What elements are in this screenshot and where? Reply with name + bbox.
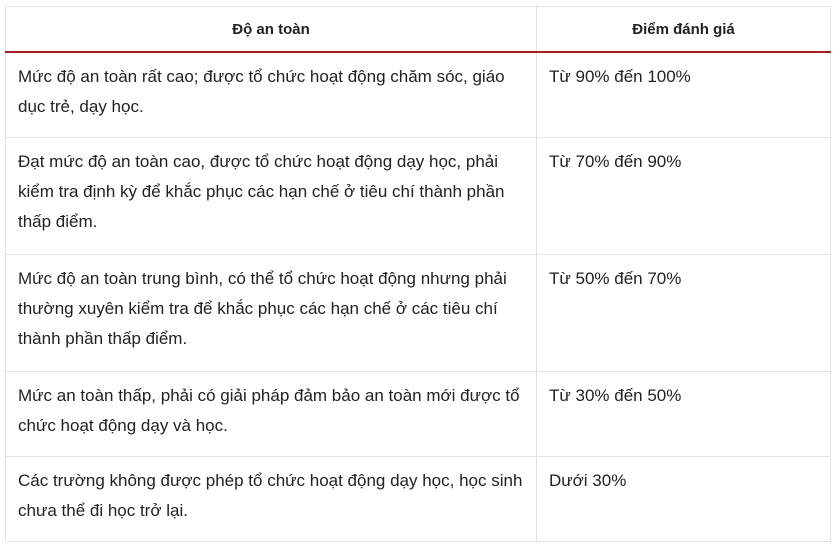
table-row (6, 372, 831, 457)
table-row (6, 457, 831, 542)
table-body (6, 52, 831, 542)
score-cell: Từ 70% đến 90% (537, 138, 831, 255)
safety-rating-table-container (5, 6, 830, 542)
table-row (6, 255, 831, 372)
safety-description-cell: Các trường không được phép tổ chức hoạt động dạy học, học sinh chưa thể đi học trở lại. (6, 457, 537, 542)
score-cell: Từ 30% đến 50% (537, 372, 831, 457)
table-header (6, 7, 831, 53)
header-score: Điểm đánh giá (537, 7, 831, 53)
table-row (6, 52, 831, 138)
header-row (6, 7, 831, 53)
score-cell: Dưới 30% (537, 457, 831, 542)
safety-rating-table (5, 6, 831, 542)
score-cell: Từ 90% đến 100% (537, 52, 831, 138)
safety-description-cell: Đạt mức độ an toàn cao, được tổ chức hoạt động dạy học, phải kiểm tra định kỳ để khắc phục các hạn chế ở tiêu chí thành phần thấp điểm. (6, 138, 537, 255)
header-safety-level: Độ an toàn (6, 7, 537, 53)
safety-description-cell: Mức độ an toàn trung bình, có thể tổ chức hoạt động nhưng phải thường xuyên kiểm tra để khắc phục các hạn chế ở các tiêu chí thành phần thấp điểm. (6, 255, 537, 372)
score-cell: Từ 50% đến 70% (537, 255, 831, 372)
safety-description-cell: Mức độ an toàn rất cao; được tổ chức hoạt động chăm sóc, giáo dục trẻ, dạy học. (6, 52, 537, 138)
table-row (6, 138, 831, 255)
safety-description-cell: Mức an toàn thấp, phải có giải pháp đảm bảo an toàn mới được tổ chức hoạt động dạy và học. (6, 372, 537, 457)
